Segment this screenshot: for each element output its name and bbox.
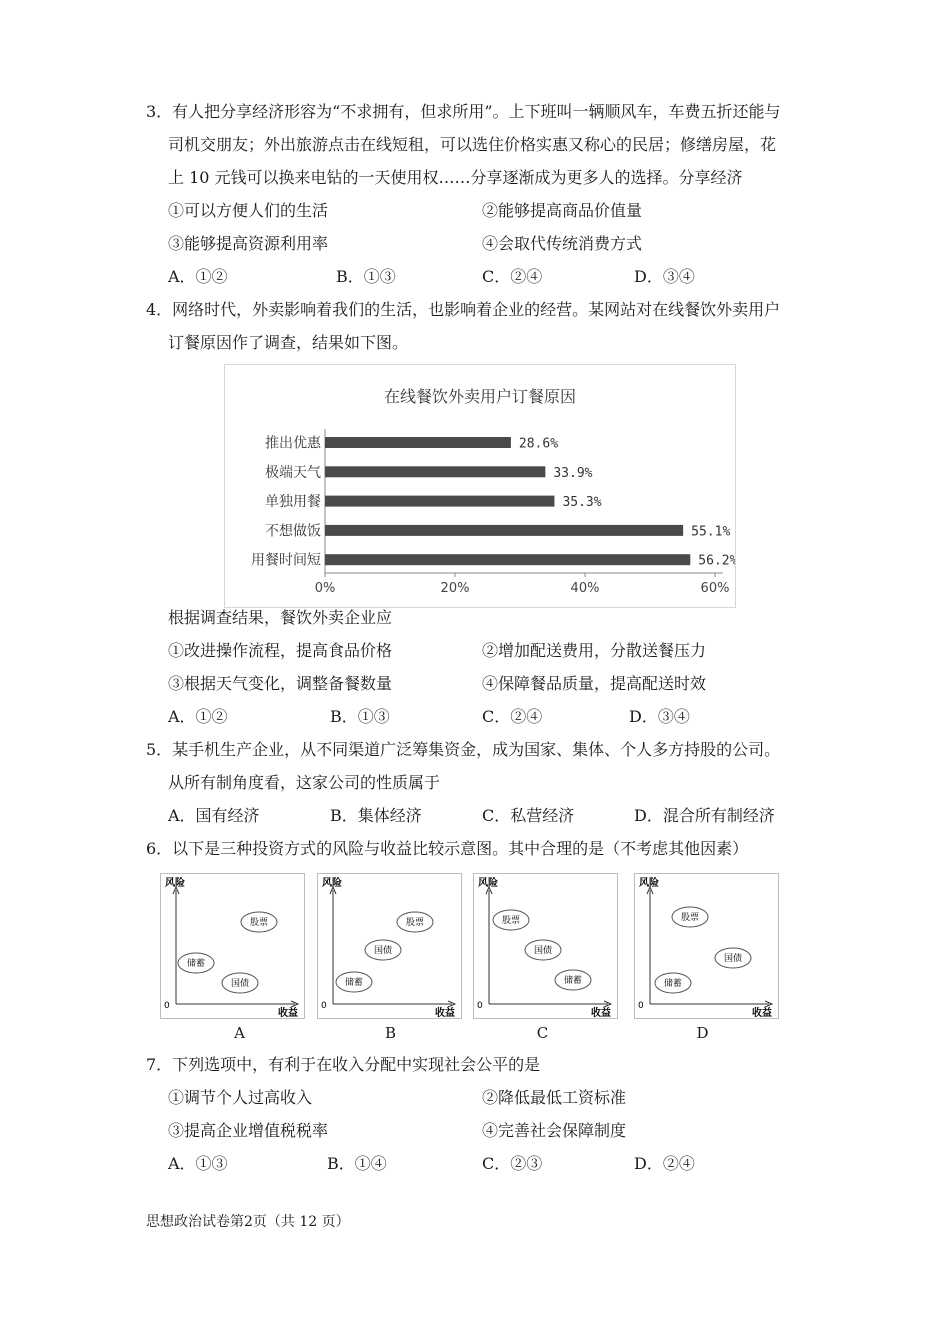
q4-option-d: D．③④ (629, 707, 690, 726)
diagram-d-node-2: 国债 (723, 954, 743, 964)
q7-option-a: A．①③ (168, 1154, 228, 1173)
diagram-a-x-label: 收益 (278, 1008, 298, 1018)
category-label: 单独用餐 (265, 494, 321, 511)
diagram-b-node-2: 国债 (373, 946, 393, 956)
q5-stem-line-1: 5．某手机生产企业，从不同渠道广泛筹集资金，成为国家、集体、个人多方持股的公司。 (146, 740, 781, 759)
diagram-d-node-3: 储蓄 (663, 979, 683, 989)
x-tick-label: 60% (700, 581, 730, 596)
x-tick-label: 20% (440, 581, 470, 596)
q6-stem: 6．以下是三种投资方式的风险与收益比较示意图。其中合理的是（不考虑其他因素） (146, 839, 749, 858)
x-tick-label: 0% (314, 581, 336, 596)
diagram-d-svg (635, 874, 778, 1018)
diagram-c-label: C (536, 1024, 549, 1042)
page-footer: 思想政治试卷第2页（共 12 页） (146, 1214, 350, 1230)
diagram-c-x-label: 收益 (591, 1008, 611, 1018)
bar (325, 525, 683, 536)
q5-option-d: D．混合所有制经济 (634, 806, 775, 825)
diagram-c (473, 873, 618, 1019)
q3-stem-line-2: 司机交朋友；外出旅游点击在线短租，可以选住价格实惠又称心的民居；修缮房屋，花 (168, 135, 777, 154)
diagram-c-y-label: 风险 (478, 878, 498, 889)
diagram-a-node-2: 储蓄 (186, 959, 206, 969)
diagram-d-origin: 0 (638, 1001, 644, 1011)
q3-option-c: C．②④ (482, 267, 543, 286)
diagram-c-svg (474, 874, 617, 1018)
q3-stem-line-1: 3．有人把分享经济形容为“不求拥有，但求所用”。上下班叫一辆顺风车，车费五折还能与 (146, 102, 781, 121)
diagram-b-svg (318, 874, 461, 1018)
q5-option-b: B．集体经济 (330, 806, 422, 825)
q4-option-c: C．②④ (482, 707, 543, 726)
q4-option-a: A．①② (168, 707, 228, 726)
diagram-b-label: B (384, 1024, 397, 1042)
q3-item-1: ①可以方便人们的生活 (168, 201, 329, 220)
diagram-d-x-label: 收益 (752, 1008, 772, 1018)
value-label: 28.6% (518, 436, 559, 452)
diagram-d-y-label: 风险 (639, 878, 659, 889)
q3-item-2: ②能够提高商品价值量 (482, 201, 643, 220)
diagram-a-label: A (234, 1024, 245, 1042)
chart-title: 在线餐饮外卖用户订餐原因 (383, 387, 577, 406)
q5-option-a: A．国有经济 (168, 806, 260, 825)
diagram-d-node-1: 股票 (680, 913, 700, 923)
diagram-b-y-label: 风险 (322, 878, 342, 889)
q7-item-2: ②降低最低工资标准 (482, 1088, 627, 1107)
q3-stem-line-3: 上 10 元钱可以换来电钻的一天使用权……分享逐渐成为更多人的选择。分享经济 (168, 168, 743, 187)
bar (325, 437, 511, 448)
q3-option-d: D．③④ (634, 267, 695, 286)
q3-option-a: A．①② (168, 267, 228, 286)
q4-stem-line-2: 订餐原因作了调查，结果如下图。 (168, 333, 409, 352)
q7-stem: 7．下列选项中，有利于在收入分配中实现社会公平的是 (146, 1055, 541, 1074)
diagram-c-node-3: 储蓄 (563, 976, 583, 986)
diagram-c-node-1: 股票 (501, 916, 521, 926)
q4-item-4: ④保障餐品质量，提高配送时效 (482, 674, 707, 693)
diagram-a (160, 873, 305, 1019)
diagram-a-node-1: 股票 (249, 918, 269, 928)
q4-after-chart: 根据调查结果，餐饮外卖企业应 (168, 608, 393, 627)
bar (325, 554, 690, 565)
q7-option-b: B．①④ (327, 1154, 387, 1173)
category-label: 用餐时间短 (251, 552, 321, 569)
diagram-b-origin: 0 (321, 1001, 327, 1011)
q7-option-c: C．②③ (482, 1154, 543, 1173)
category-label: 极端天气 (265, 464, 321, 481)
diagram-b-node-1: 股票 (405, 918, 425, 928)
bar (325, 466, 545, 477)
diagram-c-node-2: 国债 (533, 946, 553, 956)
x-tick-label: 40% (570, 581, 600, 596)
diagram-b-x-label: 收益 (435, 1008, 455, 1018)
value-label: 35.3% (562, 495, 602, 511)
diagram-a-origin: 0 (164, 1001, 170, 1011)
value-label: 56.2% (698, 553, 735, 569)
bar (325, 496, 554, 507)
order-reason-chart (224, 364, 736, 608)
q7-option-d: D．②④ (634, 1154, 695, 1173)
q4-option-b: B．①③ (330, 707, 390, 726)
value-label: 55.1% (691, 524, 731, 540)
q7-item-3: ③提高企业增值税税率 (168, 1121, 329, 1140)
q4-item-1: ①改进操作流程，提高食品价格 (168, 641, 393, 660)
category-label: 推出优惠 (265, 435, 321, 452)
q4-item-3: ③根据天气变化，调整备餐数量 (168, 674, 393, 693)
diagram-d-label: D (696, 1024, 709, 1042)
diagram-a-svg (161, 874, 304, 1018)
q4-stem-line-1: 4．网络时代，外卖影响着我们的生活，也影响着企业的经营。某网站对在线餐饮外卖用户 (146, 300, 781, 319)
diagram-d (634, 873, 779, 1019)
diagram-b-node-3: 储蓄 (344, 978, 364, 988)
q7-item-4: ④完善社会保障制度 (482, 1121, 627, 1140)
q3-item-3: ③能够提高资源利用率 (168, 234, 329, 253)
value-label: 33.9% (553, 465, 593, 481)
diagram-c-origin: 0 (477, 1001, 483, 1011)
diagram-a-y-label: 风险 (165, 878, 185, 889)
diagram-b (317, 873, 462, 1019)
q3-option-b: B．①③ (336, 267, 396, 286)
q3-item-4: ④会取代传统消费方式 (482, 234, 643, 253)
diagram-a-node-3: 国债 (230, 979, 250, 989)
category-label: 不想做饭 (265, 523, 321, 540)
bar-chart-svg (225, 365, 735, 607)
q5-stem-line-2: 从所有制角度看，这家公司的性质属于 (168, 773, 441, 792)
q4-item-2: ②增加配送费用，分散送餐压力 (482, 641, 707, 660)
q7-item-1: ①调节个人过高收入 (168, 1088, 313, 1107)
q5-option-c: C．私营经济 (482, 806, 575, 825)
